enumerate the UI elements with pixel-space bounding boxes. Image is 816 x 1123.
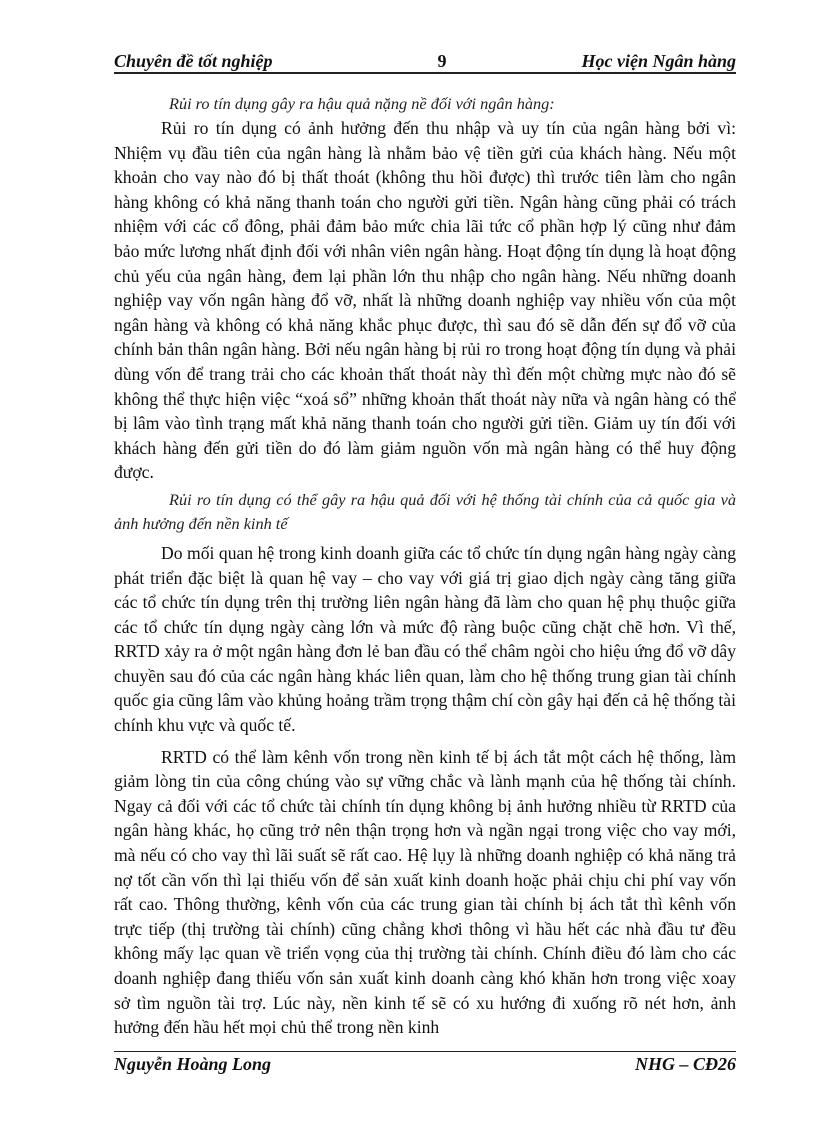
header-divider [114, 72, 736, 74]
section-heading-bank-consequences: Rủi ro tín dụng gây ra hậu quả nặng nề đối với ngân hàng: [169, 94, 555, 113]
page-footer [114, 1054, 736, 1078]
footer-code: NHG – CĐ26 [634, 1054, 736, 1074]
header-institution: Học viện Ngân hàng [581, 51, 736, 71]
paragraph-capital-channel: RRTD có thể làm kênh vốn trong nền kinh tế bị ách tắt một cách hệ thống, làm giảm lòng tin của công chúng vào sự vững chắc và lành mạnh của hệ thống tài chính. Ngay cả đối với các tổ chức tài chính tín dụng không bị ảnh hưởng nhiều từ RRTD của ngân hàng khác, họ cũng trở nên thận trọng hơn và ngần ngại trong việc cho vay mới, mà nếu có cho vay thì lãi suất sẽ rất cao. Hệ lụy là những doanh nghiệp có khả năng trả nợ tốt cần vốn thì lại thiếu vốn để sản xuất kinh doanh hoặc phải chịu chi phí vay vốn rất cao. Thông thường, kênh vốn của các trung gian tài chính bị ách tắt thì kênh vốn trực tiếp (thị trường tài chính) cũng chẳng khơi thông vì hầu hết các nhà đầu tư đều không mấy lạc quan về triển vọng của thị trường tài chính. Chính điều đó làm cho các doanh nghiệp đang thiếu vốn sản xuất kinh doanh càng khó khăn hơn trong việc xoay sở tìm nguồn tài trợ. Lúc này, nền kinh tế sẽ có xu hướng đi xuống rõ nét hơn, ảnh hưởng đến hầu hết mọi chủ thể trong nền kinh [114, 746, 736, 1038]
section-heading-economy-consequences: Rủi ro tín dụng có thể gây ra hậu quả đối với hệ thống tài chính của cả quốc gia và ảnh hưởng đến nền kinh tế [114, 489, 736, 533]
page-header [114, 46, 736, 72]
paragraph-interbank-contagion: Do mối quan hệ trong kinh doanh giữa các tổ chức tín dụng ngân hàng ngày càng phát triển đặc biệt là quan hệ vay – cho vay với giá trị giao dịch ngày càng tăng giữa các tổ chức tín dụng trên thị trường liên ngân hàng đã làm cho quan hệ phụ thuộc giữa các tổ chức tín dụng ngày càng lớn và mức độ ràng buộc cũng chặt chẽ hơn. Vì thế, RRTD xảy ra ở một ngân hàng đơn lẻ ban đầu có thể châm ngòi cho hiệu ứng đổ vỡ dây chuyền sau đó của các ngân hàng khác liên quan, làm cho hệ thống trung gian tài chính quốc gia cũng lâm vào khủng hoảng trầm trọng thậm chí còn gây hại đến cả hệ thống tài chính khu vực và quốc tế. [114, 542, 736, 736]
footer-divider [114, 1051, 736, 1052]
paragraph-bank-consequences: Rủi ro tín dụng có ảnh hưởng đến thu nhập và uy tín của ngân hàng bởi vì: Nhiệm vụ đầu tiên của ngân hàng là nhằm bảo vệ tiền gửi của khách hàng. Nếu một khoản cho vay nào đó bị thất thoát (không thu hồi được) thì trước tiên làm cho ngân hàng không có khả năng thanh toán cho người gửi tiền. Ngân hàng cũng phải có trách nhiệm với các cổ đông, phải đảm bảo mức chia lãi tức cổ phần hợp lý cũng như đảm bảo mức lương nhất định đối với nhân viên ngân hàng. Hoạt động tín dụng là hoạt động chủ yếu của ngân hàng, đem lại phần lớn thu nhập cho ngân hàng. Nếu những doanh nghiệp vay vốn ngân hàng đổ vỡ, nhất là những doanh nghiệp vay nhiều vốn của một ngân hàng và không có khả năng khắc phục được, thì sau đó sẽ dẫn đến sự đổ vỡ của chính bản thân ngân hàng. Bởi nếu ngân hàng bị rủi ro trong hoạt động tín dụng và phải dùng vốn để trang trải cho các khoản thất thoát này thì đến một chừng mực nào đó sẽ không thể thực hiện việc “xoá sổ” những khoản thất thoát này nữa và ngân hàng có thể bị lâm vào tình trạng mất khả năng thanh toán cho người gửi tiền. Giảm uy tín đối với khách hàng đến gửi tiền do đó làm giảm nguồn vốn mà ngân hàng có thể huy động được. [114, 118, 736, 483]
page-number: 9 [437, 51, 447, 71]
header-document-type: Chuyên đề tốt nghiệp [114, 51, 273, 71]
page-body [114, 92, 736, 1040]
footer-author: Nguyễn Hoàng Long [114, 1054, 272, 1074]
